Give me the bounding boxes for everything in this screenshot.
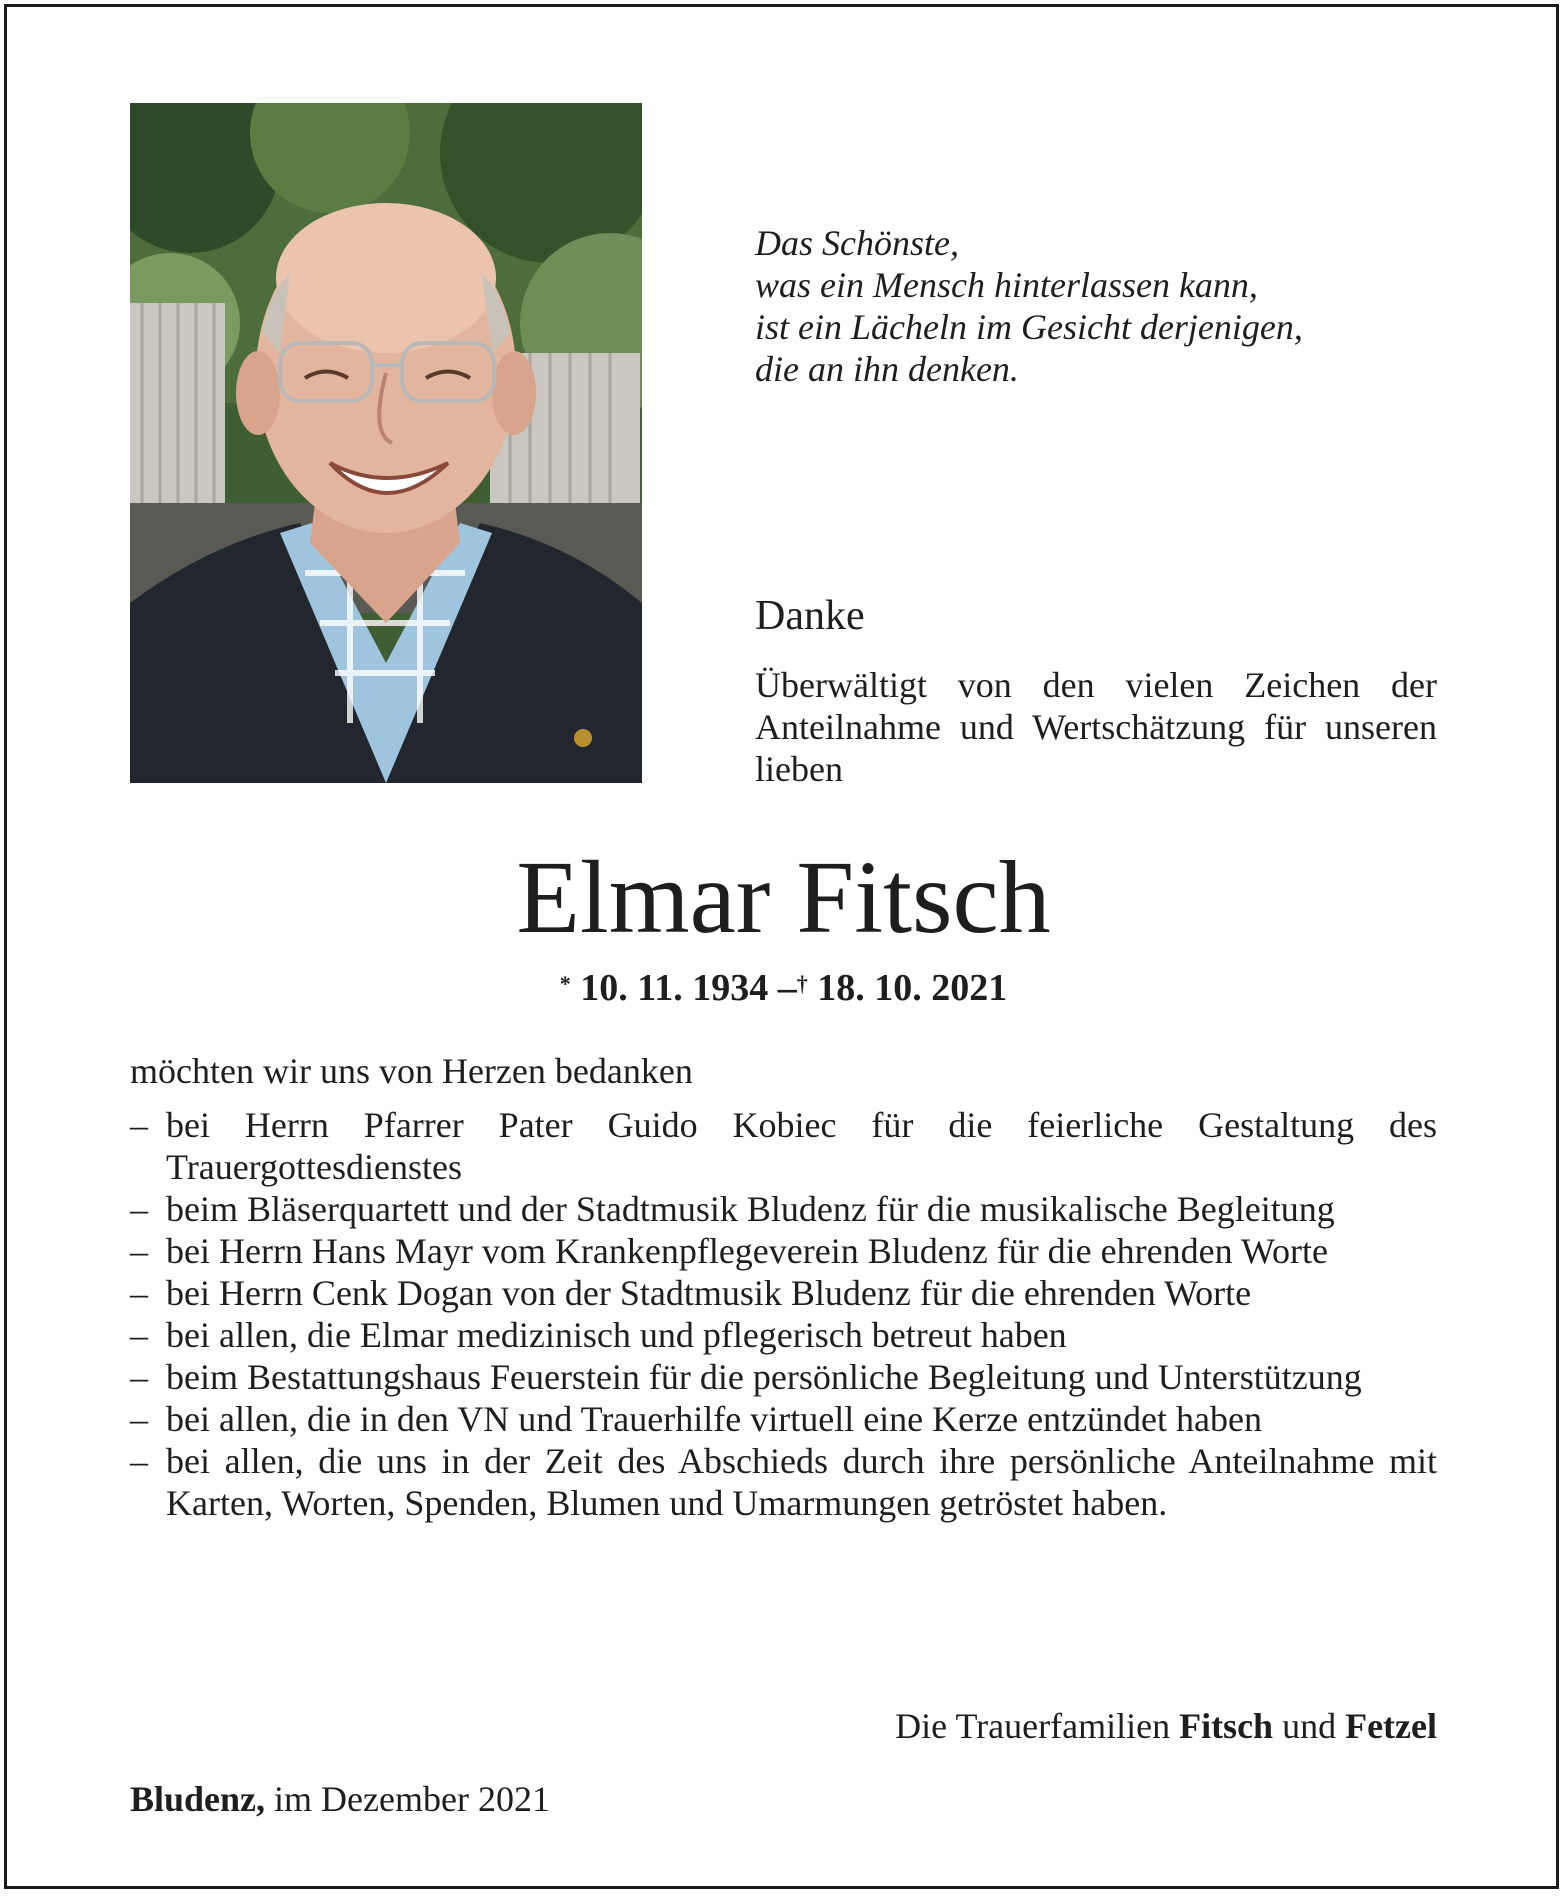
- signature-connector: und: [1282, 1706, 1337, 1746]
- portrait-photo: [130, 103, 642, 783]
- thanks-list: [130, 1104, 1437, 1524]
- memorial-quote: [755, 222, 1455, 390]
- list-item: [130, 1356, 1437, 1398]
- list-item-text: bei Herrn Pfarrer Pater Guido Kobiec für die feierliche Gestaltung des Trauergottesdienstes: [166, 1105, 1437, 1187]
- list-dash: –: [130, 1273, 148, 1313]
- danke-heading: Danke: [755, 593, 865, 639]
- list-item-text: bei allen, die Elmar medizinisch und pflegerisch betreut haben: [166, 1315, 1067, 1355]
- family-signature: [895, 1705, 1437, 1747]
- list-item: [130, 1314, 1437, 1356]
- list-item: [130, 1188, 1437, 1230]
- list-item-text: bei allen, die in den VN und Trauerhilfe virtuell eine Kerze entzündet haben: [166, 1399, 1262, 1439]
- list-item-text: bei Herrn Hans Mayr vom Krankenpflegeverein Bludenz für die ehrenden Worte: [166, 1231, 1329, 1271]
- thanks-intro: möchten wir uns von Herzen bedanken: [130, 1051, 693, 1091]
- quote-line: Das Schönste,: [755, 223, 959, 263]
- list-dash: –: [130, 1231, 148, 1271]
- list-dash: –: [130, 1399, 148, 1439]
- list-dash: –: [130, 1441, 148, 1481]
- family-name-2: Fetzel: [1345, 1706, 1437, 1746]
- date-separator: –: [777, 967, 797, 1009]
- list-item: [130, 1104, 1437, 1188]
- list-item: [130, 1398, 1437, 1440]
- list-item-text: beim Bestattungshaus Feuerstein für die persönliche Begleitung und Unterstützung: [166, 1357, 1362, 1397]
- life-dates: [0, 965, 1567, 1011]
- birth-symbol: *: [559, 971, 571, 996]
- death-date: 18. 10. 2021: [817, 967, 1008, 1009]
- family-name-1: Fitsch: [1179, 1706, 1274, 1746]
- list-dash: –: [130, 1357, 148, 1397]
- list-item-text: bei Herrn Cenk Dogan von der Stadtmusik Bludenz für die ehrenden Worte: [166, 1273, 1252, 1313]
- death-symbol: †: [796, 971, 808, 996]
- list-item-text: bei allen, die uns in der Zeit des Abschieds durch ihre persönliche Anteilnahme mit Karten, Worten, Spenden, Blumen und Umarmungen getröstet haben.: [166, 1441, 1437, 1523]
- quote-line: was ein Mensch hinterlassen kann,: [755, 265, 1258, 305]
- quote-line: ist ein Lächeln im Gesicht derjenigen,: [755, 307, 1303, 347]
- signature-prefix: Die Trauerfamilien: [895, 1706, 1171, 1746]
- list-dash: –: [130, 1189, 148, 1229]
- list-item: [130, 1230, 1437, 1272]
- place-and-date: [130, 1778, 550, 1820]
- date: im Dezember 2021: [274, 1779, 550, 1819]
- list-dash: –: [130, 1315, 148, 1355]
- list-item: [130, 1440, 1437, 1524]
- deceased-name: Elmar Fitsch: [516, 840, 1051, 955]
- place: Bludenz,: [130, 1779, 266, 1819]
- list-item: [130, 1272, 1437, 1314]
- danke-text: Überwältigt von den vielen Zeichen der Anteilnahme und Wertschätzung für unseren lieben: [755, 665, 1437, 789]
- list-item-text: beim Bläserquartett und der Stadtmusik Bludenz für die musikalische Begleitung: [166, 1189, 1335, 1229]
- birth-date: 10. 11. 1934: [580, 967, 769, 1009]
- list-dash: –: [130, 1105, 148, 1145]
- quote-line: die an ihn denken.: [755, 349, 1019, 389]
